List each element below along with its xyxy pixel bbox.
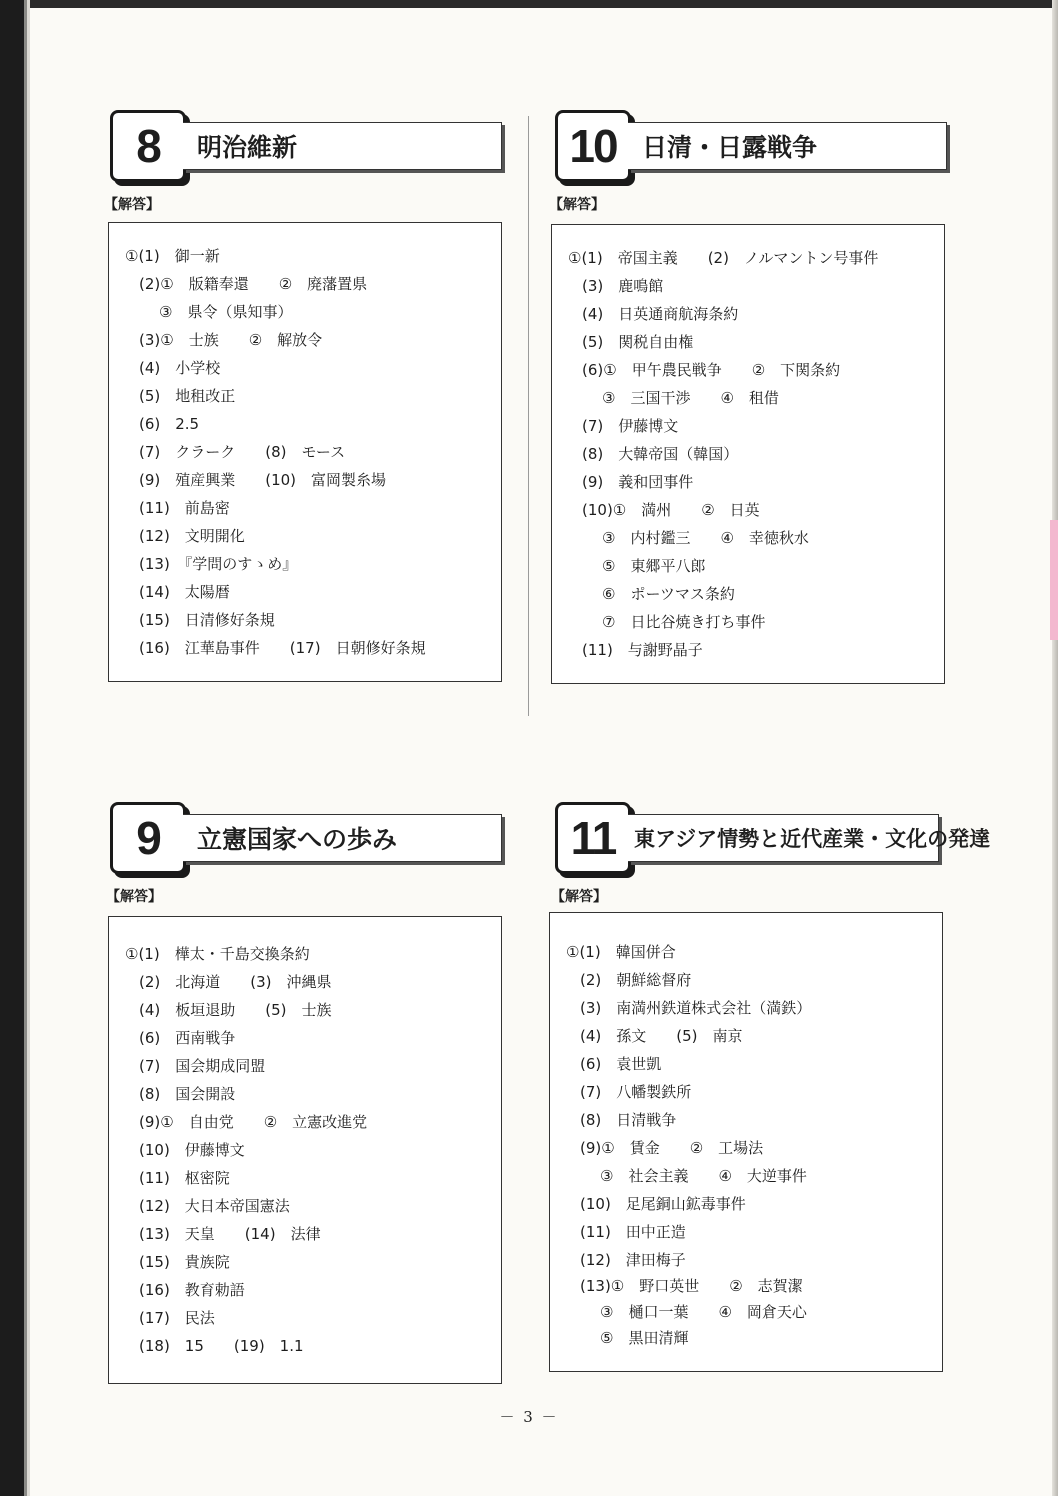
section-title: 立憲国家への歩み <box>183 814 502 862</box>
answer-line: ③ 社会主義 ④ 大逆事件 <box>600 1167 807 1185</box>
answer-line: (13) 天皇 (14) 法律 <box>139 1225 321 1243</box>
binding-top-edge <box>0 0 1058 8</box>
section-number: 8 <box>110 110 186 182</box>
answer-line: ③ 樋口一葉 ④ 岡倉天心 <box>600 1303 807 1321</box>
answer-line: (2) 朝鮮総督府 <box>580 971 692 989</box>
answer-line: (6) 袁世凱 <box>580 1055 662 1073</box>
answer-line: (7) クラーク (8) モース <box>139 443 346 461</box>
answer-line: (5) 関税自由権 <box>582 333 694 351</box>
answer-line: (17) 民法 <box>139 1309 215 1327</box>
binding-left-edge <box>0 0 30 1496</box>
section-number: 10 <box>555 110 631 182</box>
answer-line: ①(1) 御一新 <box>125 247 220 265</box>
answer-line: (12) 大日本帝国憲法 <box>139 1197 290 1215</box>
section-title: 東アジア情勢と近代産業・文化の発達 <box>628 814 939 862</box>
page-number: － 3 － <box>499 1408 559 1426</box>
answer-line: (12) 津田梅子 <box>580 1251 686 1269</box>
section-title: 日清・日露戦争 <box>628 122 947 170</box>
answer-line: (4) 板垣退助 (5) 士族 <box>139 1001 332 1019</box>
answer-line: (15) 日清修好条規 <box>139 611 275 629</box>
section-number: 9 <box>110 802 186 874</box>
answer-line: ①(1) 帝国主義 (2) ノルマントン号事件 <box>568 249 879 267</box>
answer-line: (8) 大韓帝国（韓国） <box>582 445 739 463</box>
section-number: 11 <box>555 802 631 874</box>
answer-line: (9) 義和団事件 <box>582 473 694 491</box>
answer-line: (5) 地租改正 <box>139 387 236 405</box>
answer-line: (9)① 賃金 ② 工場法 <box>580 1139 764 1157</box>
answer-line: (13)① 野口英世 ② 志賀潔 <box>580 1277 803 1295</box>
answer-line: (4) 小学校 <box>139 359 221 377</box>
answer-line: (16) 江華島事件 (17) 日朝修好条規 <box>139 639 426 657</box>
column-divider <box>528 116 529 716</box>
answer-line: ①(1) 樺太・千島交換条約 <box>125 945 310 963</box>
answer-line: (7) 八幡製鉄所 <box>580 1083 692 1101</box>
answer-line: (6)① 甲午農民戦争 ② 下関条約 <box>582 361 841 379</box>
answer-line: (3) 南満州鉄道株式会社（満鉄） <box>580 999 812 1017</box>
answer-line: (13) 『学問のすゝめ』 <box>139 555 298 573</box>
answer-line: ③ 三国干渉 ④ 租借 <box>602 389 779 407</box>
answer-line: (9)① 自由党 ② 立憲改進党 <box>139 1113 368 1131</box>
answer-line: (18) 15 (19) 1.1 <box>139 1337 304 1355</box>
answer-line: (10)① 満州 ② 日英 <box>582 501 760 519</box>
answer-line: (3) 鹿鳴館 <box>582 277 664 295</box>
section-title: 明治維新 <box>183 122 502 170</box>
answer-line: (16) 教育勅語 <box>139 1281 245 1299</box>
answer-line: (4) 孫文 (5) 南京 <box>580 1027 743 1045</box>
answer-line: (14) 太陽暦 <box>139 583 230 601</box>
answer-line: ⑥ ポーツマス条約 <box>602 585 735 603</box>
answer-line: (12) 文明開化 <box>139 527 245 545</box>
answer-line: (6) 2.5 <box>139 415 200 433</box>
section-8 <box>104 110 510 690</box>
answer-line: (4) 日英通商航海条約 <box>582 305 739 323</box>
pink-index-tab <box>1050 520 1058 640</box>
answer-box <box>108 222 502 682</box>
answer-line: (10) 足尾銅山鉱毒事件 <box>580 1195 746 1213</box>
answer-line: ③ 内村鑑三 ④ 幸徳秋水 <box>602 529 809 547</box>
answer-line: (8) 国会開設 <box>139 1085 236 1103</box>
answer-label: 【解答】 <box>549 197 605 213</box>
answer-line: (2) 北海道 (3) 沖縄県 <box>139 973 332 991</box>
section-9 <box>106 802 510 1392</box>
answer-line: (10) 伊藤博文 <box>139 1141 245 1159</box>
answer-line: (3)① 士族 ② 解放令 <box>139 331 323 349</box>
answer-line: ①(1) 韓国併合 <box>566 943 676 961</box>
answer-line: ③ 県令（県知事） <box>159 303 293 321</box>
answer-box <box>551 224 945 684</box>
answer-label: 【解答】 <box>551 889 607 905</box>
answer-line: (6) 西南戦争 <box>139 1029 236 1047</box>
answer-line: (11) 与謝野晶子 <box>582 641 703 659</box>
answer-line: (7) 伊藤博文 <box>582 417 679 435</box>
section-10 <box>549 110 955 690</box>
answer-line: ⑦ 日比谷焼き打ち事件 <box>602 613 766 631</box>
answer-line: (9) 殖産興業 (10) 富岡製糸場 <box>139 471 387 489</box>
answer-box <box>549 912 943 1372</box>
answer-box <box>108 916 502 1384</box>
page-right-edge <box>1052 0 1058 1496</box>
answer-line: (11) 枢密院 <box>139 1169 230 1187</box>
answer-line: (8) 日清戦争 <box>580 1111 677 1129</box>
section-11 <box>551 802 991 1392</box>
answer-line: (11) 田中正造 <box>580 1223 686 1241</box>
answer-line: (15) 貴族院 <box>139 1253 230 1271</box>
answer-line: (2)① 版籍奉還 ② 廃藩置県 <box>139 275 368 293</box>
answer-line: ⑤ 黒田清輝 <box>600 1329 689 1347</box>
answer-line: (11) 前島密 <box>139 499 230 517</box>
answer-line: ⑤ 東郷平八郎 <box>602 557 706 575</box>
answer-line: (7) 国会期成同盟 <box>139 1057 266 1075</box>
answer-label: 【解答】 <box>104 197 160 213</box>
answer-label: 【解答】 <box>106 889 162 905</box>
